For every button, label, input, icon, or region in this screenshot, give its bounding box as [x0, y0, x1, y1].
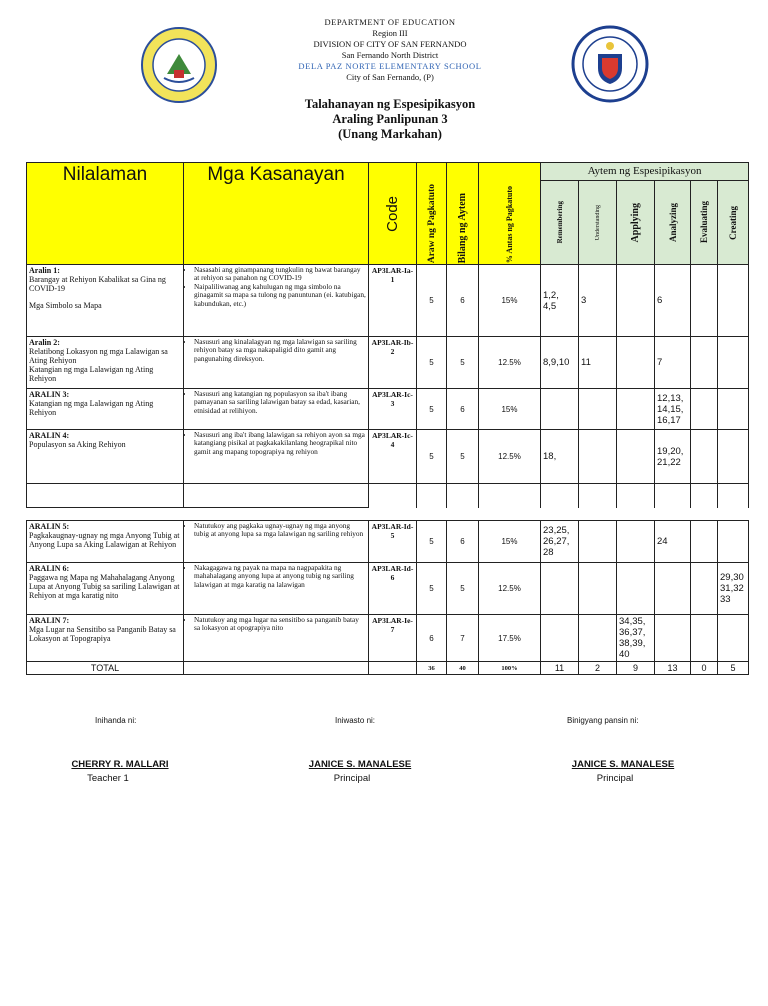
header-analyzing-cell: [655, 181, 691, 265]
header-skills: Mga Kasanayan: [184, 163, 369, 265]
table-row: [27, 615, 749, 662]
header-understanding: Understanding: [594, 204, 601, 241]
remembering-items: [541, 389, 579, 430]
table-row: [27, 389, 749, 430]
lesson-body: Populasyon sa Aking Rehiyon: [29, 440, 126, 449]
applying-items: [617, 563, 655, 615]
header-days: Araw ng Pagkatuto: [426, 183, 437, 263]
lesson-cell: [27, 337, 184, 389]
lesson-cell: [27, 521, 184, 563]
items-cell: 6: [447, 265, 479, 337]
quarter-title: (Unang Markahan): [338, 127, 442, 141]
creating-items: [718, 521, 749, 563]
analyzing-items: [655, 615, 691, 662]
items-cell: 6: [447, 521, 479, 563]
skills-cell: [184, 337, 369, 389]
total-evaluating: 0: [691, 662, 718, 675]
items-cell: 7: [447, 615, 479, 662]
remembering-items: 8,9,10: [541, 337, 579, 389]
percent-cell: 12.5%: [479, 337, 541, 389]
code-cell: AP3LAR-Ic-3: [369, 389, 417, 430]
header-remembering: Remembering: [555, 201, 564, 244]
table-row: [27, 521, 749, 563]
remembering-items: 1,2, 4,5: [541, 265, 579, 337]
understanding-items: [579, 563, 617, 615]
skills-list: [186, 564, 366, 589]
analyzing-items: 19,20, 21,22: [655, 430, 691, 484]
table-row: [27, 265, 749, 337]
total-days: 36: [417, 662, 447, 675]
skills-cell: [184, 265, 369, 337]
total-row: [27, 662, 749, 675]
evaluating-items: [691, 430, 718, 484]
checked-by-label: Iniwasto ni:: [335, 716, 376, 725]
total-label: TOTAL: [27, 662, 184, 675]
code-cell: AP3LAR-Ic-4: [369, 430, 417, 484]
total-creating: 5: [718, 662, 749, 675]
header-code: Code: [384, 195, 401, 232]
header-creating: Creating: [728, 205, 739, 240]
lesson-body: Relatibong Lokasyon ng mga Lalawigan sa Ating Rehiyon Katangian ng mga Lalawigan ng Ating Rehiyon: [29, 347, 168, 383]
total-remembering: 11: [541, 662, 579, 675]
skills-cell: [184, 430, 369, 484]
lesson-title: ARALIN 5:: [29, 522, 70, 531]
creating-items: [718, 430, 749, 484]
skill-item: • Naipaliliwanag ang kahulugan ng mga simbolo na ginagamit sa mapa sa tulong ng panuntunan (ei. katubigan, kabundukan, etc.): [194, 283, 366, 308]
applying-items: [617, 389, 655, 430]
evaluating-items: [691, 265, 718, 337]
skill-item: • Nasusuri ang kinalalagyan ng mga lalawigan sa sariling rehiyon batay sa mga nakapaligid dito gamit ang pangunahing direksyon.: [194, 338, 366, 363]
skill-item: • Natutukoy ang mga lugar na sensitibo sa panganib batay sa lokasyon at opograpiya nito: [194, 616, 366, 633]
lesson-cell: [27, 615, 184, 662]
days-cell: 5: [417, 337, 447, 389]
lesson-title: ARALIN 7:: [29, 616, 70, 625]
header-understanding-cell: [579, 181, 617, 265]
percent-cell: 17.5%: [479, 615, 541, 662]
days-cell: 6: [417, 615, 447, 662]
skills-list: [186, 616, 366, 633]
header-code-cell: [369, 163, 417, 265]
items-cell: 5: [447, 337, 479, 389]
checked-by-name: JANICE S. MANALESE: [308, 759, 412, 770]
lesson-cell: [27, 430, 184, 484]
checked-by-title: Principal: [333, 773, 371, 784]
code-cell: AP3LAR-Id-6: [369, 563, 417, 615]
header-analyzing: Analyzing: [667, 202, 678, 242]
skills-list: [186, 390, 366, 415]
subject-title: Araling Panlipunan 3: [332, 112, 448, 126]
header-percent-cell: [479, 163, 541, 265]
skill-item: • Nasasabi ang ginampanang tungkulin ng bawat barangay at rehiyon sa panahon ng COVID-19: [194, 266, 366, 283]
lesson-cell: [27, 265, 184, 337]
applying-items: 34,35, 36,37, 38,39, 40: [617, 615, 655, 662]
remembering-items: [541, 615, 579, 662]
creating-items: 29,30 31,32 33: [718, 563, 749, 615]
header-creating-cell: [718, 181, 749, 265]
total-understanding: 2: [579, 662, 617, 675]
skills-cell: [184, 389, 369, 430]
days-cell: 5: [417, 563, 447, 615]
items-cell: 6: [447, 389, 479, 430]
skills-cell: [184, 563, 369, 615]
applying-items: [617, 521, 655, 563]
analyzing-items: 7: [655, 337, 691, 389]
applying-items: [617, 430, 655, 484]
lesson-title: Aralin 1:: [29, 266, 60, 275]
header-percent: % Antas ng Pagkatuto: [505, 185, 514, 263]
percent-cell: 12.5%: [479, 563, 541, 615]
lesson-cell: [27, 389, 184, 430]
header-evaluating: Evaluating: [699, 201, 709, 244]
skills-list: [186, 266, 366, 308]
lesson-body: Barangay at Rehiyon Kabalikat sa Gina ng COVID-19: [29, 275, 166, 293]
percent-cell: 15%: [479, 389, 541, 430]
creating-items: [718, 615, 749, 662]
code-cell: AP3LAR-Id-5: [369, 521, 417, 563]
spec-table-part2: [26, 520, 749, 675]
lesson-body: Katangian ng mga Lalawigan ng Ating Rehiyon: [29, 399, 154, 417]
total-applying: 9: [617, 662, 655, 675]
creating-items: [718, 265, 749, 337]
skill-item: • Nasusuri ang katangian ng populasyon sa iba't ibang pamayanan sa sariling lalawigan batay sa edad, kasarian, etnisidad at relihiyon.: [194, 390, 366, 415]
noted-by-label: Binigyang pansin ni:: [567, 716, 639, 725]
header-days-cell: [417, 163, 447, 265]
district: San Fernando North District: [341, 50, 439, 60]
header-evaluating-cell: [691, 181, 718, 265]
noted-by-title: Principal: [596, 773, 634, 784]
table-row-blank: [27, 484, 749, 508]
lesson-extra: Mga Simbolo sa Mapa: [29, 301, 102, 310]
analyzing-items: 12,13, 14,15, 16,17: [655, 389, 691, 430]
skills-list: [186, 522, 366, 539]
total-analyzing: 13: [655, 662, 691, 675]
total-skills-empty: [184, 662, 369, 675]
skill-item: • Nakagagawa ng payak na mapa na nagpapakita ng mahahalagang anyong lupa at anyong tubig ng sariling lalawigan at mga karatig na lalawigan: [194, 564, 366, 589]
evaluating-items: [691, 563, 718, 615]
prepared-by-label: Inihanda ni:: [95, 716, 137, 725]
lesson-body: Paggawa ng Mapa ng Mahahalagang Anyong Lupa at Anyong Tubig sa sariling Lalawigan at Rehiyon at mga karatig nito: [29, 573, 180, 600]
understanding-items: 11: [579, 337, 617, 389]
department-name: DEPARTMENT OF EDUCATION: [324, 17, 456, 27]
header-applying-cell: [617, 181, 655, 265]
header-items: Bilang ng Aytem: [457, 192, 468, 263]
items-cell: 5: [447, 430, 479, 484]
header-content: Nilalaman: [27, 163, 184, 265]
percent-cell: 15%: [479, 521, 541, 563]
creating-items: [718, 389, 749, 430]
lesson-title: Aralin 2:: [29, 338, 60, 347]
code-cell: AP3LAR-Ib-2: [369, 337, 417, 389]
prepared-by-name: CHERRY R. MALLARI: [71, 759, 169, 770]
percent-cell: 15%: [479, 265, 541, 337]
total-percent: 100%: [479, 662, 541, 675]
evaluating-items: [691, 389, 718, 430]
table-row: [27, 563, 749, 615]
understanding-items: 3: [579, 265, 617, 337]
analyzing-items: 6: [655, 265, 691, 337]
skill-item: • Natutukoy ang pagkaka ugnay-ugnay ng mga anyong tubig at anyong lupa sa mga lalawigan ng sariling rehiyon: [194, 522, 366, 539]
days-cell: 5: [417, 521, 447, 563]
lesson-body: Mga Lugar na Sensitibo sa Panganib Batay sa Lokasyon at Topograpiya: [29, 625, 176, 643]
applying-items: [617, 265, 655, 337]
remembering-items: [541, 563, 579, 615]
analyzing-items: [655, 563, 691, 615]
skills-list: [186, 338, 366, 363]
total-code-empty: [369, 662, 417, 675]
percent-cell: 12.5%: [479, 430, 541, 484]
understanding-items: [579, 615, 617, 662]
skills-cell: [184, 521, 369, 563]
division: DIVISION OF CITY OF SAN FERNANDO: [313, 39, 467, 49]
days-cell: 5: [417, 430, 447, 484]
evaluating-items: [691, 521, 718, 563]
days-cell: 5: [417, 265, 447, 337]
header-items-cell: [447, 163, 479, 265]
code-cell: AP3LAR-Ia-1: [369, 265, 417, 337]
lesson-cell: [27, 563, 184, 615]
remembering-items: 18,: [541, 430, 579, 484]
understanding-items: [579, 430, 617, 484]
code-cell: AP3LAR-Ie-7: [369, 615, 417, 662]
understanding-items: [579, 521, 617, 563]
remembering-items: 23,25, 26,27, 28: [541, 521, 579, 563]
evaluating-items: [691, 615, 718, 662]
school-name: DELA PAZ NORTE ELEMENTARY SCHOOL: [298, 61, 482, 71]
header-spec: Aytem ng Espesipikasyon: [541, 163, 749, 181]
spec-table-part1: [26, 162, 749, 508]
city: City of San Fernando, (P): [346, 72, 434, 82]
evaluating-items: [691, 337, 718, 389]
lesson-body: Pagkakaugnay-ugnay ng mga Anyong Tubig at Anyong Lupa sa Aking Lalawigan at Rehiyon: [29, 531, 180, 549]
region: Region III: [372, 28, 408, 38]
skills-cell: [184, 615, 369, 662]
doc-title: Talahanayan ng Espesipikasyon: [304, 97, 476, 111]
header-applying: Applying: [630, 202, 641, 243]
noted-by-name: JANICE S. MANALESE: [571, 759, 675, 770]
skills-list: [186, 431, 366, 456]
total-items: 40: [447, 662, 479, 675]
items-cell: 5: [447, 563, 479, 615]
analyzing-items: 24: [655, 521, 691, 563]
applying-items: [617, 337, 655, 389]
days-cell: 5: [417, 389, 447, 430]
table-row: [27, 337, 749, 389]
skill-item: • Nasusuri ang iba't ibang lalawigan sa rehiyon ayon sa mga katangiang pisikal at pagkakakilanlang heograpikal nito gamit ang mapang topograpiya ng rehiyon: [194, 431, 366, 456]
understanding-items: [579, 389, 617, 430]
lesson-title: ARALIN 6:: [29, 564, 70, 573]
header-remembering-cell: [541, 181, 579, 265]
creating-items: [718, 337, 749, 389]
prepared-by-title: Teacher 1: [87, 773, 129, 784]
table-row: [27, 430, 749, 484]
lesson-title: ARALIN 3:: [29, 390, 70, 399]
lesson-title: ARALIN 4:: [29, 431, 70, 440]
